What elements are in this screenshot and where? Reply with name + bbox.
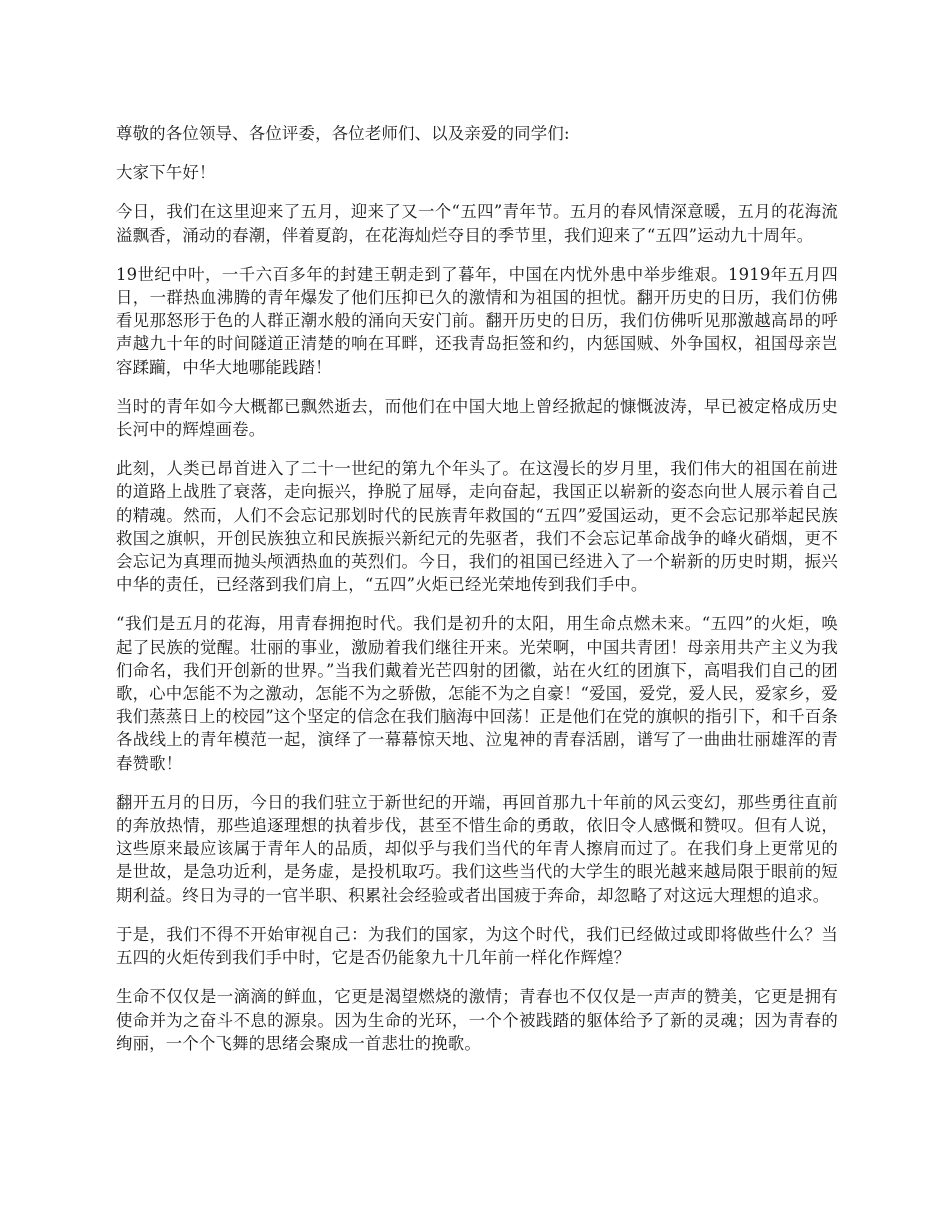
paragraph-7: 于是，我们不得不开始审视自己：为我们的国家，为这个时代，我们已经做过或即将做些什么？当五四的火炬传到我们手中时，它是否仍能象九十几年前一样化作辉煌？	[116, 924, 838, 968]
paragraph-5: “我们是五月的花海，用青春拥抱时代。我们是初升的太阳，用生命点燃未来。“五四”的火炬，唤起了民族的觉醒。壮丽的事业，激励着我们继往开来。光荣啊，中国共青团！母亲用共产主义为我们命名，我们开创新的世界。”当我们戴着光芒四射的团徽，站在火红的团旗下，高唱我们自己的团歌，心中怎能不为之激动，怎能不为之骄傲，怎能不为之自豪！“爱国，爱党，爱人民，爱家乡，爱我们蒸蒸日上的校园”这个坚定的信念在我们脑海中回荡！正是他们在党的旗帜的指引下，和千百条各战线上的青年模范一起，演绎了一幕幕惊天地、泣鬼神的青春活剧，谱写了一曲曲壮丽雄浑的青春赞歌！	[116, 614, 838, 773]
greeting-line: 尊敬的各位领导、各位评委，各位老师们、以及亲爱的同学们:	[116, 124, 570, 143]
paragraph-8: 生命不仅仅是一滴滴的鲜血，它更是渴望燃烧的激情；青春也不仅仅是一声声的赞美，它更是拥有使命并为之奋斗不息的源泉。因为生命的光环，一个个被践踏的躯体给予了新的灵魂；因为青春的绚丽，一个个飞舞的思绪会聚成一首悲壮的挽歌。	[116, 987, 838, 1053]
paragraph-1: 今日，我们在这里迎来了五月，迎来了又一个“五四”青年节。五月的春风情深意暖，五月的花海流溢飘香，涌动的春潮，伴着夏韵，在花海灿烂夺目的季节里，我们迎来了“五四”运动九十周年。	[116, 202, 838, 245]
paragraph-6: 翻开五月的日历，今日的我们驻立于新世纪的开端，再回首那九十年前的风云变幻，那些勇往直前的奔放热情，那些追逐理想的执着步伐，甚至不惜生命的勇敢，依旧令人感慨和赞叹。但有人说，这些原来最应该属于青年人的品质，却似乎与我们当代的年青人擦肩而过了。在我们身上更常见的是世故，是急功近利，是务虚，是投机取巧。我们这些当代的大学生的眼光越来越局限于眼前的短期利益。终日为寻的一官半职、积累社会经验或者出国疲于奔命，却忽略了对这远大理想的追求。	[116, 792, 838, 905]
paragraph-4: 此刻，人类已昂首进入了二十一世纪的第九个年头了。在这漫长的岁月里，我们伟大的祖国在前进的道路上战胜了衰落，走向振兴，挣脱了屈辱，走向奋起，我国正以崭新的姿态向世人展示着自己的精魂。然而，人们不会忘记那划时代的民族青年救国的“五四”爱国运动，更不会忘记那举起民族救国之旗帜，开创民族独立和民族振兴新纪元的先驱者，我们不会忘记革命战争的峰火硝烟，更不会忘记为真理而抛头颅洒热血的英烈们。今日，我们的祖国已经进入了一个崭新的历史时期，振兴中华的责任，已经落到我们肩上，“五四”火炬已经光荣地传到我们手中。	[116, 459, 838, 595]
paragraph-3: 当时的青年如今大概都已飘然逝去，而他们在中国大地上曾经掀起的慷慨波涛，早已被定格成历史长河中的辉煌画卷。	[116, 396, 838, 440]
document-page	[116, 122, 838, 1071]
paragraph-2: 19世纪中叶，一千六百多年的封建王朝走到了暮年，中国在内忧外患中举步维艰。1919年五月四日，一群热血沸腾的青年爆发了他们压抑已久的激情和为祖国的担忧。翻开历史的日历，我们仿佛看见那怒形于色的人群正潮水般的涌向天安门前。翻开历史的日历，我们仿佛听见那激越高昂的呼声越九十年的时间隧道正清楚的响在耳畔，还我青岛拒签和约，内惩国贼、外争国权，祖国母亲岂容蹂躏，中华大地哪能践踏！	[116, 264, 838, 377]
salutation-line: 大家下午好！	[116, 163, 216, 183]
